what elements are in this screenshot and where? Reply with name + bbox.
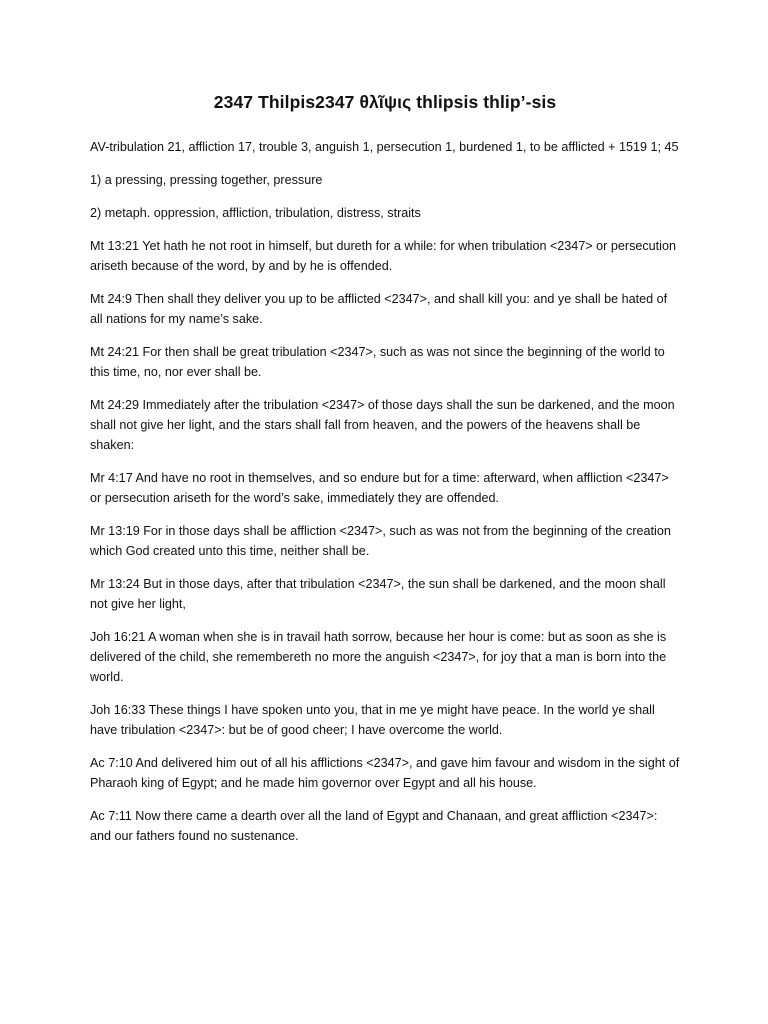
verse-mt-24-9: Mt 24:9 Then shall they deliver you up to be afflicted <2347>, and shall kill you: and ye shall be hated of all nations for my name’s sake.: [90, 292, 668, 326]
verse-joh-16-21: Joh 16:21 A woman when she is in travail hath sorrow, because her hour is come: but as soon as she is delivered of the child, she remembereth no more the anguish <2347>, for joy that a man is born into the world.: [90, 630, 667, 684]
verse-mt-24-29: Mt 24:29 Immediately after the tribulation <2347> of those days shall the sun be darkened, and the moon shall not give her light, and the stars shall fall from heaven, and the powers of the heavens shall be shaken:: [90, 398, 675, 452]
document-page: [90, 92, 680, 859]
verse-ac-7-11: Ac 7:11 Now there came a dearth over all the land of Egypt and Chanaan, and great affliction <2347>: and our fathers found no sustenance.: [90, 809, 658, 843]
verse-joh-16-33: Joh 16:33 These things I have spoken unto you, that in me ye might have peace. In the world ye shall have tribulation <2347>: but be of good cheer; I have overcome the world.: [90, 703, 655, 737]
verse-mr-4-17: Mr 4:17 And have no root in themselves, and so endure but for a time: afterward, when affliction <2347> or persecution ariseth for the word’s sake, immediately they are offended.: [90, 471, 669, 505]
usage-summary: AV-tribulation 21, affliction 17, trouble 3, anguish 1, persecution 1, burdened 1, to be afflicted + 1519 1; 45: [90, 140, 679, 154]
verse-ac-7-10: Ac 7:10 And delivered him out of all his afflictions <2347>, and gave him favour and wisdom in the sight of Pharaoh king of Egypt; and he made him governor over Egypt and all his house.: [90, 756, 680, 790]
verse-mt-24-21: Mt 24:21 For then shall be great tribulation <2347>, such as was not since the beginning of the world to this time, no, nor ever shall be.: [90, 345, 665, 379]
verse-mr-13-24: Mr 13:24 But in those days, after that tribulation <2347>, the sun shall be darkened, and the moon shall not give her light,: [90, 577, 666, 611]
definition-2: 2) metaph. oppression, affliction, tribulation, distress, straits: [90, 206, 421, 220]
definition-1: 1) a pressing, pressing together, pressure: [90, 173, 323, 187]
verse-mr-13-19: Mr 13:19 For in those days shall be affliction <2347>, such as was not from the beginning of the creation which God created unto this time, neither shall be.: [90, 524, 671, 558]
page-title: 2347 Thilpis2347 θλῖψις thlipsis thlip’-sis: [213, 92, 557, 112]
verse-mt-13-21: Mt 13:21 Yet hath he not root in himself, but dureth for a while: for when tribulation <2347> or persecution ariseth because of the word, by and by he is offended.: [90, 239, 676, 273]
